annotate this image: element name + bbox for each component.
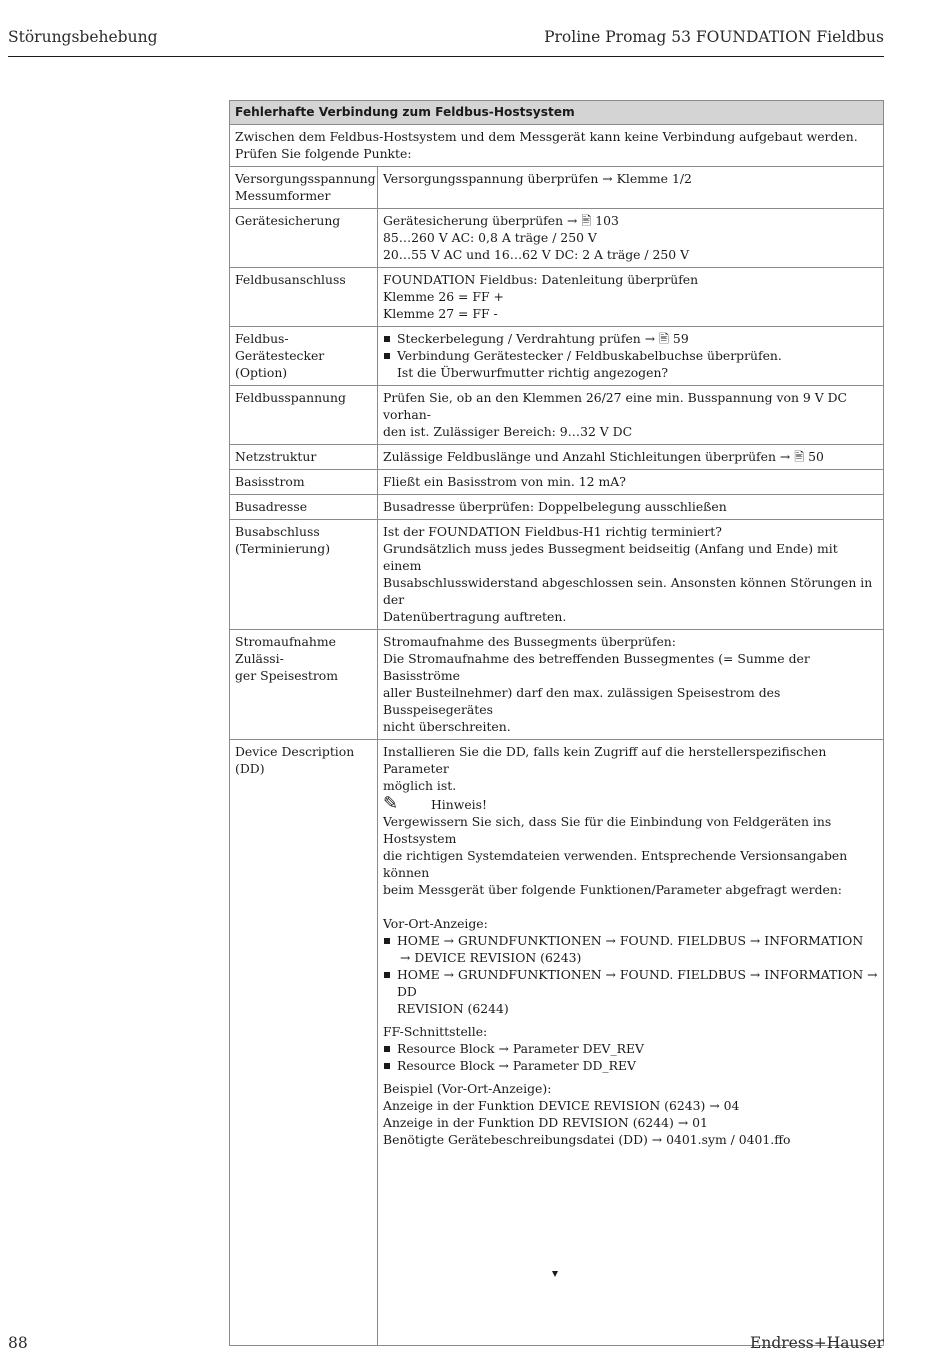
row-content: Ist der FOUNDATION Fieldbus-H1 richtig terminiert? Grundsätzlich muss jedes Bussegment beidseitig (Anfang und Ende) mit einem Busabschlusswiderstand abgeschlossen sein. Ansonsten können Störungen in der Datenübertragung auftreten. bbox=[378, 520, 884, 630]
table-row bbox=[230, 209, 884, 268]
row-content: Fließt ein Basisstrom von min. 12 mA? bbox=[378, 470, 884, 495]
row-content bbox=[378, 327, 884, 386]
page-number: 88 bbox=[8, 1334, 28, 1352]
table-row bbox=[230, 167, 884, 209]
row-content: Gerätesicherung überprüfen → 🖹 103 85…260 V AC: 0,8 A träge / 250 V 20…55 V AC und 16…62 V DC: 2 A träge / 250 V bbox=[378, 209, 884, 268]
list-item: Resource Block → Parameter DD_REV bbox=[383, 1057, 878, 1074]
row-content: Prüfen Sie, ob an den Klemmen 26/27 eine min. Busspannung von 9 V DC vorhan- den ist. Zulässiger Bereich: 9…32 V DC bbox=[378, 386, 884, 445]
table-intro: Zwischen dem Feldbus-Hostsystem und dem Messgerät kann keine Verbindung aufgebaut werden. Prüfen Sie folgende Punkte: bbox=[230, 125, 884, 167]
troubleshooting-table bbox=[229, 100, 884, 1346]
list-item: Resource Block → Parameter DEV_REV bbox=[383, 1040, 878, 1057]
table-row bbox=[230, 740, 884, 1346]
row-content: Versorgungsspannung überprüfen → Klemme 1/2 bbox=[378, 167, 884, 209]
document-title: Proline Promag 53 FOUNDATION Fieldbus bbox=[544, 28, 884, 46]
note bbox=[383, 795, 878, 813]
continuation-arrow-icon bbox=[552, 1271, 558, 1277]
vor-ort-heading: Vor-Ort-Anzeige: bbox=[383, 916, 488, 931]
row-label: Feldbusanschluss bbox=[230, 268, 378, 327]
table-row bbox=[230, 268, 884, 327]
row-label: Busabschluss (Terminierung) bbox=[230, 520, 378, 630]
pencil-icon: ✎ bbox=[383, 793, 399, 814]
table-row bbox=[230, 630, 884, 740]
list-item: Verbindung Gerätestecker / Feldbuskabelbuchse überprüfen. Ist die Überwurfmutter richtig angezogen? bbox=[383, 347, 878, 381]
row-label: Stromaufnahme Zulässi- ger Speisestrom bbox=[230, 630, 378, 740]
table-row bbox=[230, 495, 884, 520]
bullet-list bbox=[383, 330, 878, 381]
row-content: Stromaufnahme des Bussegments überprüfen: Die Stromaufnahme des betreffenden Bussegmentes (= Summe der Basisströme aller Busteilnehmer) darf den max. zulässigen Speisestrom des Busspeisegerätes nicht überschreiten. bbox=[378, 630, 884, 740]
table-row bbox=[230, 470, 884, 495]
row-content: FOUNDATION Fieldbus: Datenleitung überprüfen Klemme 26 = FF + Klemme 27 = FF - bbox=[378, 268, 884, 327]
table-title: Fehlerhafte Verbindung zum Feldbus-Hostsystem bbox=[230, 101, 884, 125]
table-row bbox=[230, 520, 884, 630]
ff-heading: FF-Schnittstelle: bbox=[383, 1024, 488, 1039]
row-label: Gerätesicherung bbox=[230, 209, 378, 268]
row-content: Zulässige Feldbuslänge und Anzahl Stichleitungen überprüfen → 🖹 50 bbox=[378, 445, 884, 470]
section-title: Störungsbehebung bbox=[8, 28, 158, 46]
list-item: Steckerbelegung / Verdrahtung prüfen → 🖹 59 bbox=[383, 330, 878, 347]
example-heading: Beispiel (Vor-Ort-Anzeige): bbox=[383, 1081, 552, 1096]
row-label: Busadresse bbox=[230, 495, 378, 520]
row-label: Device Description (DD) bbox=[230, 740, 378, 1346]
bullet-list bbox=[383, 1040, 878, 1074]
brand-name: Endress+Hauser bbox=[750, 1334, 884, 1352]
list-item: HOME → GRUNDFUNKTIONEN → FOUND. FIELDBUS → INFORMATION → DD REVISION (6244) bbox=[383, 966, 878, 1017]
row-label: Feldbus-Gerätestecker (Option) bbox=[230, 327, 378, 386]
row-content: Installieren Sie die DD, falls kein Zugriff auf die herstellerspezifischen Parameter möglich ist. ✎ Hinweis! Vergewissern Sie sich, dass Sie für die Einbindung von Feldgeräten ins Hostsystem die richtigen Systemdateien verwenden. Entsprechende Versionsangaben können beim Messgerät über folgende Funktionen/Parameter abgefragt werden: Vor-Ort-Anzeige: HOME → GRUNDFUNKTIONEN → FOUND. FIELDBUS → INFORMATION → DEVICE REVISION (6243) HOME → GRUNDFUNKTIONEN → FOUND. FIELDBUS → INFORMATION → DD REVISION (6244) FF-Schnittstelle: Resource Block → Parameter DEV_REV Resource Block → Parameter DD_REV Beispiel (Vor-Ort-Anzeige): Anzeige in der Funktion DEVICE REVISION (6243) → 04 Anzeige in der Funktion DD REVISION (6244) → 01 Benötigte Gerätebeschreibungsdatei (DD) → 0401.sym / 0401.ffo bbox=[378, 740, 884, 1346]
row-label: Basisstrom bbox=[230, 470, 378, 495]
row-content: Busadresse überprüfen: Doppelbelegung ausschließen bbox=[378, 495, 884, 520]
page-reference: Gerätesicherung überprüfen → 🖹 103 bbox=[383, 213, 619, 228]
bullet-list bbox=[383, 932, 878, 1017]
list-item: HOME → GRUNDFUNKTIONEN → FOUND. FIELDBUS → INFORMATION → DEVICE REVISION (6243) bbox=[383, 932, 878, 966]
table-row bbox=[230, 386, 884, 445]
page-header bbox=[8, 26, 884, 57]
table-row bbox=[230, 327, 884, 386]
row-label: Netzstruktur bbox=[230, 445, 378, 470]
note-label: Hinweis! bbox=[431, 797, 487, 812]
row-label: Versorgungsspannung Messumformer bbox=[230, 167, 378, 209]
table-row bbox=[230, 445, 884, 470]
row-label: Feldbusspannung bbox=[230, 386, 378, 445]
